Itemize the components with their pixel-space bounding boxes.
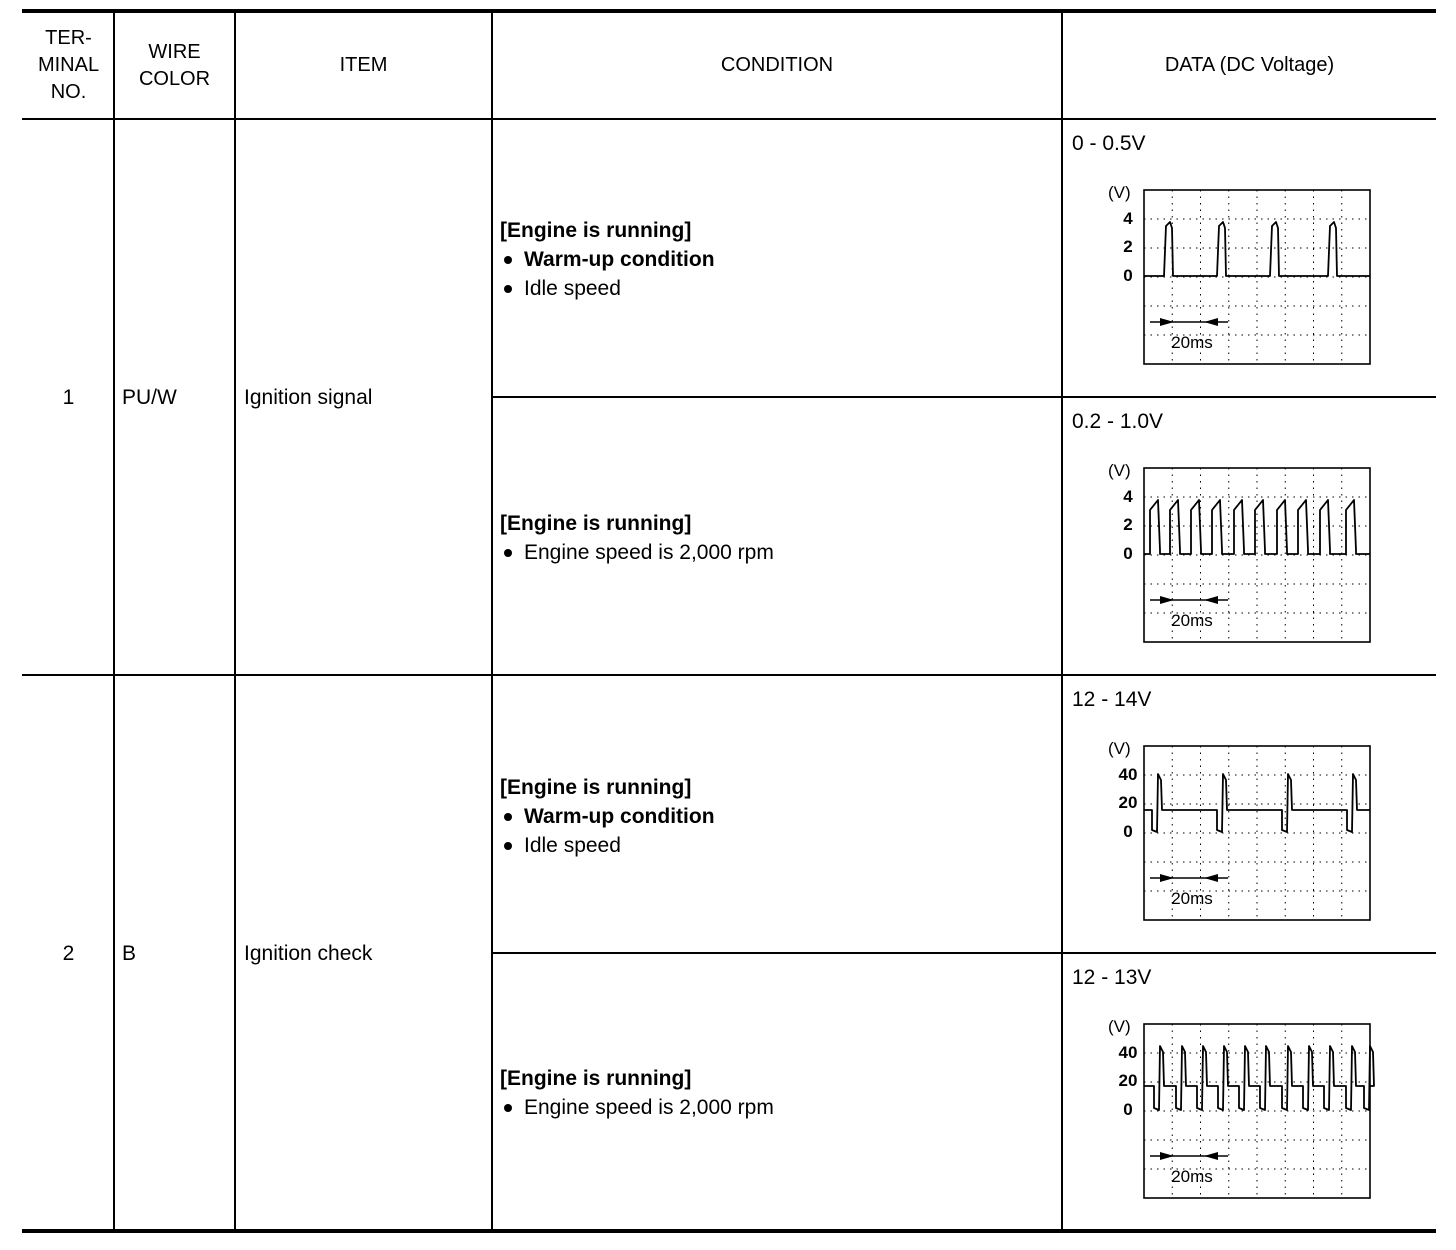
header-wire-color: WIRE COLOR bbox=[138, 40, 211, 90]
scope-svg bbox=[1100, 1012, 1390, 1202]
condition-bullet-text: Engine speed is 2,000 rpm bbox=[524, 541, 774, 564]
condition-bullet bbox=[500, 245, 1050, 274]
voltage-value: 0 - 0.5V bbox=[1072, 132, 1146, 155]
condition-bullet-text: Warm-up condition bbox=[524, 248, 715, 271]
scope-svg bbox=[1100, 178, 1390, 368]
condition-bullet-text: Warm-up condition bbox=[524, 805, 715, 828]
scope-y-label: 0 bbox=[1123, 266, 1133, 285]
time-marker-arrow-icon bbox=[1204, 318, 1218, 326]
condition-bullet-text: Engine speed is 2,000 rpm bbox=[524, 1096, 774, 1119]
voltage-value: 0.2 - 1.0V bbox=[1072, 410, 1164, 433]
scope-waveform-trace bbox=[1144, 774, 1370, 832]
condition-heading: [Engine is running] bbox=[500, 512, 692, 535]
condition-bullet bbox=[500, 831, 1050, 860]
scope-unit-label: (V) bbox=[1108, 1017, 1131, 1036]
item-name: Ignition signal bbox=[244, 386, 373, 409]
condition-bullet bbox=[500, 274, 1050, 303]
scope-unit-label: (V) bbox=[1108, 461, 1131, 480]
bullet-icon bbox=[504, 256, 512, 264]
condition-block bbox=[500, 1064, 1050, 1122]
time-marker-label: 20ms bbox=[1171, 611, 1213, 630]
scope-y-label: 20 bbox=[1118, 1071, 1138, 1090]
time-marker-arrow-icon bbox=[1204, 874, 1218, 882]
scope-unit-label: (V) bbox=[1108, 183, 1131, 202]
terminal-number: 1 bbox=[62, 386, 75, 409]
item-name: Ignition check bbox=[244, 942, 373, 965]
col-divider-3 bbox=[491, 11, 493, 1231]
scope-y-label: 0 bbox=[1123, 544, 1133, 563]
condition-block bbox=[500, 773, 1050, 860]
header-data: DATA (DC Voltage) bbox=[1164, 54, 1335, 76]
oscilloscope-waveform bbox=[1100, 734, 1390, 924]
scope-y-label: 2 bbox=[1123, 237, 1133, 256]
time-marker-arrow-icon bbox=[1160, 596, 1174, 604]
scope-y-label: 4 bbox=[1123, 487, 1133, 506]
time-marker-arrow-icon bbox=[1160, 1152, 1174, 1160]
condition-bullet bbox=[500, 802, 1050, 831]
header-condition: CONDITION bbox=[720, 54, 834, 76]
condition-bullet bbox=[500, 1093, 1050, 1122]
bullet-icon bbox=[504, 285, 512, 293]
scope-y-label: 4 bbox=[1123, 209, 1133, 228]
bullet-icon bbox=[504, 842, 512, 850]
row2-split-rule bbox=[492, 952, 1436, 954]
scope-y-label: 2 bbox=[1123, 515, 1133, 534]
time-marker-arrow-icon bbox=[1160, 318, 1174, 326]
scope-y-label: 0 bbox=[1123, 822, 1133, 841]
time-marker-label: 20ms bbox=[1171, 1167, 1213, 1186]
scope-y-label: 40 bbox=[1118, 765, 1138, 784]
time-marker-label: 20ms bbox=[1171, 333, 1213, 352]
voltage-value: 12 - 13V bbox=[1072, 966, 1152, 989]
condition-heading: [Engine is running] bbox=[500, 1067, 692, 1090]
time-marker-label: 20ms bbox=[1171, 889, 1213, 908]
col-divider-1 bbox=[113, 11, 115, 1231]
row1-split-rule bbox=[492, 396, 1436, 398]
time-marker-arrow-icon bbox=[1204, 596, 1218, 604]
wire-color: B bbox=[122, 942, 137, 965]
wire-color: PU/W bbox=[122, 386, 177, 409]
condition-block bbox=[500, 216, 1050, 303]
terminal-number: 2 bbox=[62, 942, 75, 965]
scope-y-label: 40 bbox=[1118, 1043, 1138, 1062]
scope-unit-label: (V) bbox=[1108, 739, 1131, 758]
scope-svg bbox=[1100, 734, 1390, 924]
col-divider-4 bbox=[1061, 11, 1063, 1231]
header-terminal-no: TER- MINAL NO. bbox=[37, 27, 100, 103]
oscilloscope-waveform bbox=[1100, 178, 1390, 368]
time-marker-arrow-icon bbox=[1204, 1152, 1218, 1160]
condition-bullet bbox=[500, 538, 1050, 567]
scope-svg bbox=[1100, 456, 1390, 646]
header-item: ITEM bbox=[339, 54, 388, 76]
condition-bullet-text: Idle speed bbox=[524, 277, 621, 300]
bullet-icon bbox=[504, 1104, 512, 1112]
condition-block bbox=[500, 509, 1050, 567]
bullet-icon bbox=[504, 813, 512, 821]
scope-y-label: 20 bbox=[1118, 793, 1138, 812]
oscilloscope-waveform bbox=[1100, 456, 1390, 646]
oscilloscope-waveform bbox=[1100, 1012, 1390, 1202]
bullet-icon bbox=[504, 549, 512, 557]
scope-waveform-trace bbox=[1144, 1046, 1374, 1110]
col-divider-2 bbox=[234, 11, 236, 1231]
condition-heading: [Engine is running] bbox=[500, 219, 692, 242]
scope-y-label: 0 bbox=[1123, 1100, 1133, 1119]
condition-bullet-text: Idle speed bbox=[524, 834, 621, 857]
condition-heading: [Engine is running] bbox=[500, 776, 692, 799]
time-marker-arrow-icon bbox=[1160, 874, 1174, 882]
voltage-value: 12 - 14V bbox=[1072, 688, 1152, 711]
